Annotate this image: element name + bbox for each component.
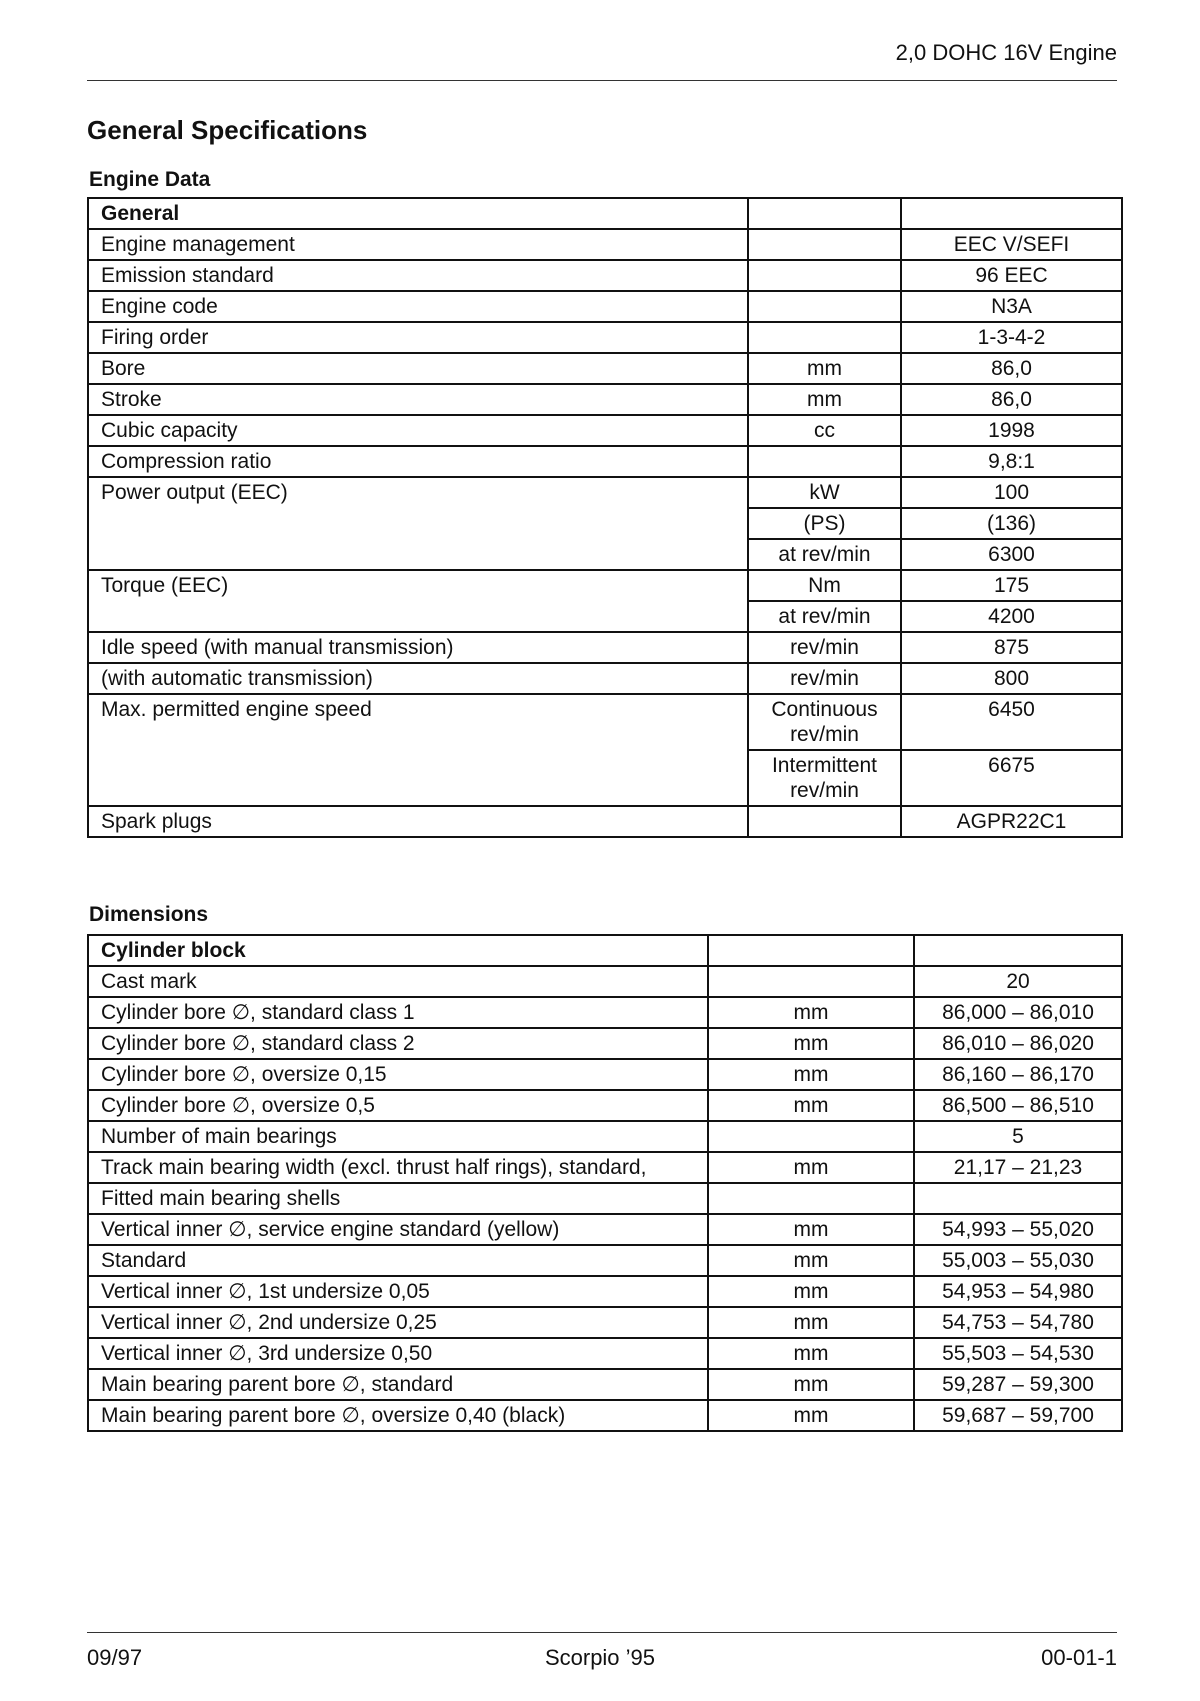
table-row (88, 663, 1122, 694)
param-cell: Fitted main bearing shells (88, 1183, 708, 1214)
table-row (88, 384, 1122, 415)
param-cell: Cylinder bore ∅, standard class 2 (88, 1028, 708, 1059)
table-row (88, 1090, 1122, 1121)
param-cell: (with automatic transmission) (88, 663, 748, 694)
value-cell: EEC V/SEFI (901, 229, 1122, 260)
value-cell: (136) (901, 508, 1122, 539)
table-row (88, 1338, 1122, 1369)
param-cell: Spark plugs (88, 806, 748, 837)
table-row (88, 1152, 1122, 1183)
table-row (88, 570, 1122, 601)
unit-cell: mm (748, 384, 901, 415)
value-cell: 6450 (901, 694, 1122, 750)
unit-cell: mm (708, 1028, 914, 1059)
value-cell: 54,753 – 54,780 (914, 1307, 1122, 1338)
value-cell: 6675 (901, 750, 1122, 806)
param-cell: Cylinder bore ∅, oversize 0,5 (88, 1090, 708, 1121)
unit-cell: mm (708, 1059, 914, 1090)
value-cell: 59,687 – 59,700 (914, 1400, 1122, 1431)
header-rule (87, 80, 1117, 81)
engine-data-table (87, 197, 1123, 838)
unit-cell: Intermittent rev/min (748, 750, 901, 806)
footer-page-number: 00-01-1 (1041, 1645, 1117, 1670)
unit-cell (748, 806, 901, 837)
table-row (88, 229, 1122, 260)
engine-data-label: Engine Data (89, 168, 211, 191)
value-cell: 4200 (901, 601, 1122, 632)
section-heading: General (88, 198, 748, 229)
table-row (88, 997, 1122, 1028)
unit-cell: mm (708, 1369, 914, 1400)
unit-cell: mm (708, 1090, 914, 1121)
unit-cell: rev/min (748, 663, 901, 694)
section-heading: Cylinder block (88, 935, 708, 966)
param-cell: Vertical inner ∅, 3rd undersize 0,50 (88, 1338, 708, 1369)
param-cell: Engine code (88, 291, 748, 322)
value-cell: 175 (901, 570, 1122, 601)
table-row (88, 1245, 1122, 1276)
unit-cell (708, 966, 914, 997)
value-cell: 1998 (901, 415, 1122, 446)
value-cell: 86,500 – 86,510 (914, 1090, 1122, 1121)
footer-date: 09/97 (87, 1645, 143, 1670)
page-title: General Specifications (87, 115, 368, 145)
table-row (88, 446, 1122, 477)
param-cell: Main bearing parent bore ∅, standard (88, 1369, 708, 1400)
param-cell: Power output (EEC) (88, 477, 748, 570)
dimensions-table (87, 934, 1123, 1432)
table-row (88, 260, 1122, 291)
value-cell: 55,503 – 54,530 (914, 1338, 1122, 1369)
value-cell: N3A (901, 291, 1122, 322)
value-cell: 86,0 (901, 384, 1122, 415)
param-cell: Emission standard (88, 260, 748, 291)
table-row (88, 415, 1122, 446)
table-row (88, 966, 1122, 997)
param-cell: Idle speed (with manual transmission) (88, 632, 748, 663)
param-cell: Cast mark (88, 966, 708, 997)
param-cell: Standard (88, 1245, 708, 1276)
value-cell: 54,993 – 55,020 (914, 1214, 1122, 1245)
param-cell: Cubic capacity (88, 415, 748, 446)
unit-cell (748, 229, 901, 260)
value-cell: 6300 (901, 539, 1122, 570)
param-cell: Number of main bearings (88, 1121, 708, 1152)
value-cell: 59,287 – 59,300 (914, 1369, 1122, 1400)
unit-cell: mm (708, 997, 914, 1028)
param-cell: Firing order (88, 322, 748, 353)
unit-cell: mm (708, 1276, 914, 1307)
param-cell: Compression ratio (88, 446, 748, 477)
unit-cell: mm (708, 1338, 914, 1369)
unit-cell (748, 260, 901, 291)
unit-cell: at rev/min (748, 601, 901, 632)
unit-cell: cc (748, 415, 901, 446)
unit-cell: mm (708, 1400, 914, 1431)
table-row (88, 1183, 1122, 1214)
value-cell: 800 (901, 663, 1122, 694)
unit-cell: mm (708, 1152, 914, 1183)
value-cell: 21,17 – 21,23 (914, 1152, 1122, 1183)
value-cell: AGPR22C1 (901, 806, 1122, 837)
table-row (88, 1028, 1122, 1059)
unit-cell: at rev/min (748, 539, 901, 570)
table-row (88, 322, 1122, 353)
value-cell: 86,000 – 86,010 (914, 997, 1122, 1028)
table-row (88, 1369, 1122, 1400)
table-row (88, 477, 1122, 508)
value-cell: 86,160 – 86,170 (914, 1059, 1122, 1090)
footer-rule (87, 1632, 1117, 1633)
param-cell: Vertical inner ∅, 1st undersize 0,05 (88, 1276, 708, 1307)
footer-model: Scorpio ’95 (544, 1645, 656, 1670)
value-cell: 86,0 (901, 353, 1122, 384)
value-cell: 100 (901, 477, 1122, 508)
dimensions-label: Dimensions (89, 903, 209, 926)
table-row (88, 694, 1122, 750)
param-cell: Bore (88, 353, 748, 384)
table-row (88, 806, 1122, 837)
unit-cell: mm (708, 1307, 914, 1338)
unit-cell (708, 1183, 914, 1214)
unit-cell: mm (748, 353, 901, 384)
table-row (88, 1276, 1122, 1307)
param-cell: Engine management (88, 229, 748, 260)
unit-cell: kW (748, 477, 901, 508)
unit-cell: Nm (748, 570, 901, 601)
table-section-row (88, 935, 1122, 966)
param-cell: Torque (EEC) (88, 570, 748, 632)
value-cell: 96 EEC (901, 260, 1122, 291)
value-cell: 1-3-4-2 (901, 322, 1122, 353)
param-cell: Cylinder bore ∅, oversize 0,15 (88, 1059, 708, 1090)
table-row (88, 1214, 1122, 1245)
value-cell: 9,8:1 (901, 446, 1122, 477)
unit-cell: (PS) (748, 508, 901, 539)
value-cell: 5 (914, 1121, 1122, 1152)
value-cell: 86,010 – 86,020 (914, 1028, 1122, 1059)
param-cell: Vertical inner ∅, 2nd undersize 0,25 (88, 1307, 708, 1338)
unit-cell: Continuous rev/min (748, 694, 901, 750)
table-row (88, 291, 1122, 322)
table-row (88, 1400, 1122, 1431)
table-row (88, 632, 1122, 663)
table-row (88, 1121, 1122, 1152)
table-row (88, 1059, 1122, 1090)
param-cell: Max. permitted engine speed (88, 694, 748, 806)
param-cell: Track main bearing width (excl. thrust half rings), standard, (88, 1152, 708, 1183)
table-section-row (88, 198, 1122, 229)
unit-cell: rev/min (748, 632, 901, 663)
value-cell: 54,953 – 54,980 (914, 1276, 1122, 1307)
param-cell: Vertical inner ∅, service engine standard (yellow) (88, 1214, 708, 1245)
param-cell: Stroke (88, 384, 748, 415)
table-row (88, 1307, 1122, 1338)
running-header: 2,0 DOHC 16V Engine (895, 40, 1117, 65)
unit-cell (748, 322, 901, 353)
table-row (88, 353, 1122, 384)
value-cell (914, 1183, 1122, 1214)
value-cell: 20 (914, 966, 1122, 997)
unit-cell (748, 291, 901, 322)
value-cell: 875 (901, 632, 1122, 663)
unit-cell: mm (708, 1214, 914, 1245)
value-cell: 55,003 – 55,030 (914, 1245, 1122, 1276)
unit-cell: mm (708, 1245, 914, 1276)
param-cell: Main bearing parent bore ∅, oversize 0,40 (black) (88, 1400, 708, 1431)
unit-cell (748, 446, 901, 477)
param-cell: Cylinder bore ∅, standard class 1 (88, 997, 708, 1028)
unit-cell (708, 1121, 914, 1152)
